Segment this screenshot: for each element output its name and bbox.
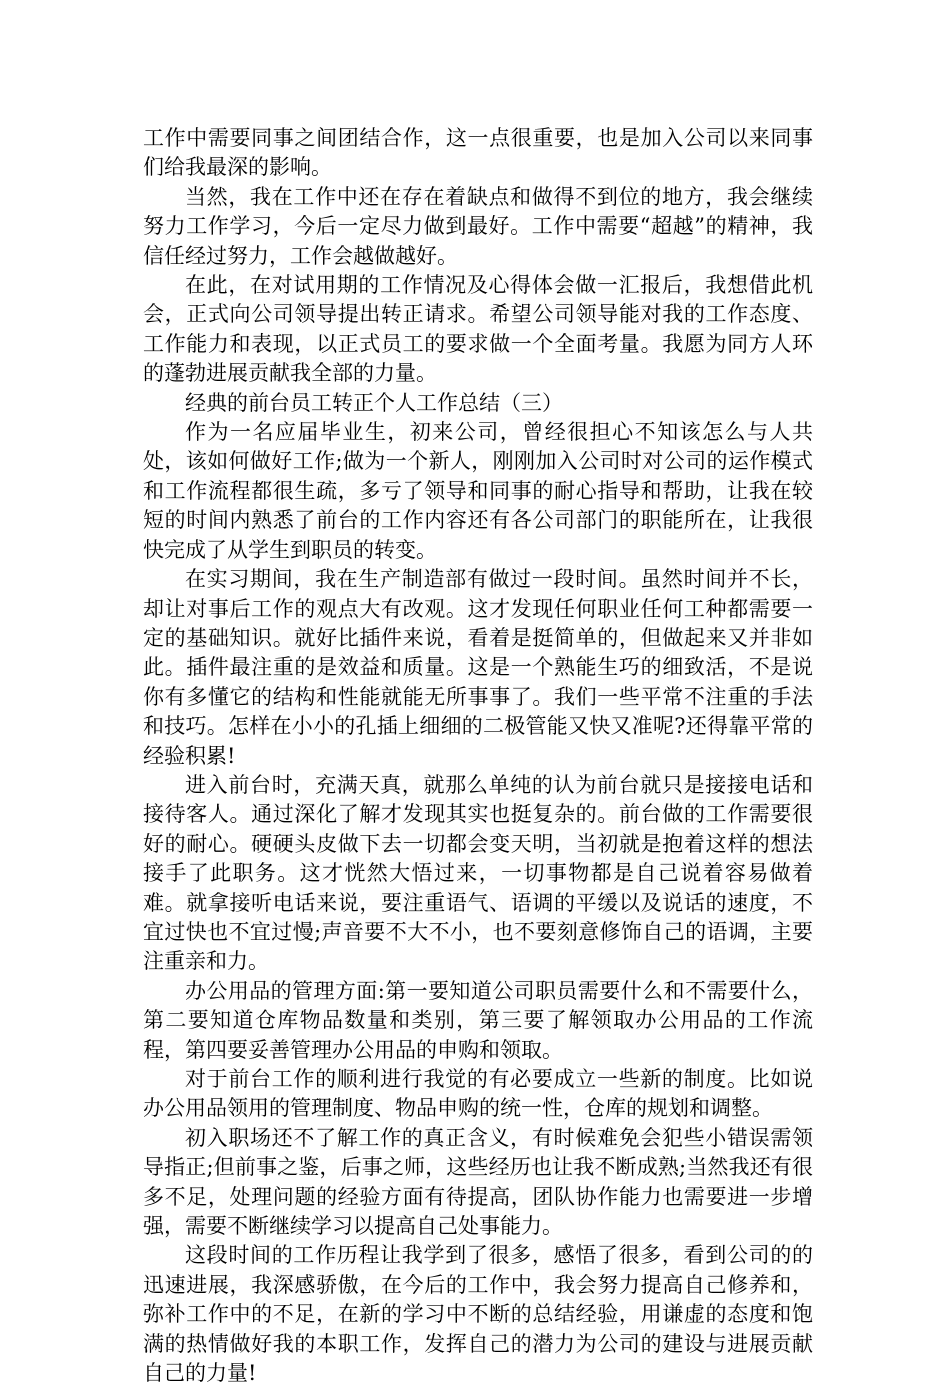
paragraph: 当然，我在工作中还在存在着缺点和做得不到位的地方，我会继续努力工作学习，今后一定尽力做到最好。工作中需要“超越”的精神，我信任经过努力，工作会越做越好。 <box>143 184 813 268</box>
paragraph: 办公用品的管理方面:第一要知道公司职员需要什么和不需要什么，第二要知道仓库物品数量和类别，第三要了解领取办公用品的工作流程，第四要妥善管理办公用品的申购和领取。 <box>143 978 813 1062</box>
paragraph: 这段时间的工作历程让我学到了很多，感悟了很多，看到公司的的迅速进展，我深感骄傲，在今后的工作中，我会努力提高自己修养和，弥补工作中的不足，在新的学习中不断的总结经验，用谦虚的态度和饱满的热情做好我的本职工作，发挥自己的潜力为公司的建设与进展贡献自己的力量! <box>143 1243 813 1386</box>
paragraph: 作为一名应届毕业生，初来公司，曾经很担心不知该怎么与人共处，该如何做好工作;做为一个新人，刚刚加入公司时对公司的运作模式和工作流程都很生疏，多亏了领导和同事的耐心指导和帮助，让我在较短的时间内熟悉了前台的工作内容还有各公司部门的职能所在，让我很快完成了从学生到职员的转变。 <box>143 420 813 562</box>
paragraph: 在此，在对试用期的工作情况及心得体会做一汇报后，我想借此机会，正式向公司领导提出转正请求。希望公司领导能对我的工作态度、工作能力和表现，以正式员工的要求做一个全面考量。我愿为同方人环的蓬勃进展贡献我全部的力量。 <box>143 273 813 386</box>
paragraph: 进入前台时，充满天真，就那么单纯的认为前台就只是接接电话和接待客人。通过深化了解才发现其实也挺复杂的。前台做的工作需要很好的耐心。硬硬头皮做下去一切都会变天明，当初就是抱着这样的想法接手了此职务。这才恍然大悟过来，一切事物都是自己说着容易做着难。就拿接听电话来说，要注重语气、语调的平缓以及说话的速度，不宜过快也不宜过慢;声音要不大不小，也不要刻意修饰自己的语调，主要注重亲和力。 <box>143 772 813 974</box>
section-heading: 经典的前台员工转正个人工作总结（三） <box>185 390 563 415</box>
document-body <box>143 124 813 1388</box>
paragraph-continued: 工作中需要同事之间团结合作，这一点很重要，也是加入公司以来同事们给我最深的影响。 <box>143 126 813 180</box>
paragraph: 在实习期间，我在生产制造部有做过一段时间。虽然时间并不长，却让对事后工作的观点大有改观。这才发现任何职业任何工种都需要一定的基础知识。就好比插件来说，看着是挺简单的，但做起来又并非如此。插件最注重的是效益和质量。这是一个熟能生巧的细致活，不是说你有多懂它的结构和性能就能无所事事了。我们一些平常不注重的手法和技巧。怎样在小小的孔插上细细的二极管能又快又准呢?还得靠平常的经验积累! <box>143 567 813 768</box>
paragraph: 对于前台工作的顺利进行我觉的有必要成立一些新的制度。比如说办公用品领用的管理制度、物品申购的统一性，仓库的规划和调整。 <box>143 1067 813 1121</box>
paragraph: 初入职场还不了解工作的真正含义，有时候难免会犯些小错误需领导指正;但前事之鉴，后事之师，这些经历也让我不断成熟;当然我还有很多不足，处理问题的经验方面有待提高，团队协作能力也需要进一步增强，需要不断继续学习以提高自己处事能力。 <box>143 1125 813 1239</box>
